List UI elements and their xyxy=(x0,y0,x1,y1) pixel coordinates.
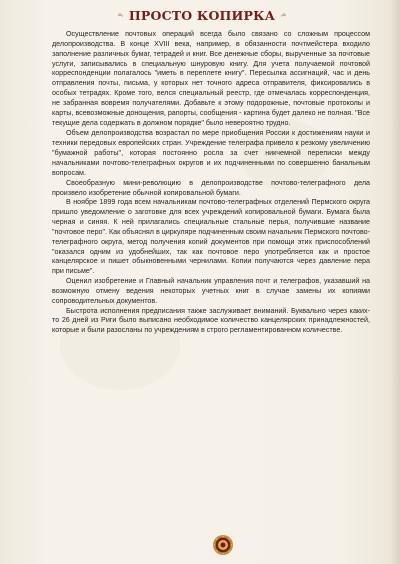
page-binding-shadow xyxy=(390,0,400,564)
post-horn-icon xyxy=(281,6,286,24)
paragraph: Оценил изобретение и Главный начальник управления почт и телеграфов, указавший на возможную отмену ведения некоторых учетных книг в случае замены их копиями сопроводительных документов. xyxy=(52,277,370,305)
paragraph: Осуществление почтовых операций всегда было связано со сложным процессом делопроизводства. В конце XVIII века, например, в обязанности почтмейстера входило заполнение различных бумаг, тетрадей и книг. Все денежные сборы, вырученные за почтовые услуги, записывались в специальную шнуровую книгу. Для учета получаемой почтовой корреспонденции полагалось "иметь в переплете книгу". Пересылка ассигнаций, час и день отправления почты, письма, у которых нет точного адреса отправителя, фиксировались в особых тетрадях. Кроме того, велся специальный реестр, где отмечалась корреспонденция, не забранная вовремя получателями. Добавьте к этому подорожные, почтовые протоколы и карты, всевозможные донощения, рапорты, сообщения - картина будет далеко не полная. "Все текущие дела содержать в должном порядке" было невероятно трудно. xyxy=(52,30,370,127)
paragraph: В ноябре 1899 года всем начальникам почтово-телеграфных отделений Пермского округа пришло уведомление о заготовке для всех учреждений копировальной бумаги. Бумага была черная и синяя. К ней прилагались специальные стальные перья, получившие название "почтовое перо". Как объяснял в циркуляре подчиненным своим начальник Пермского почтово-телеграфного округа, метод получения копий документов при помощи этих приспособлений "оказался одним из удобнейших, так как почтовое перо употребляется как и простое канцелярское и пишет обыкновенными чернилами. Копии получаются через давление пера при письме". xyxy=(52,198,371,276)
rosette-ornament-icon xyxy=(212,534,234,556)
paragraph: Своеобразную мини-революцию в делопроизводстве почтово-телеграфного дела произвело изобретение обычной копировальной бумаги. xyxy=(52,178,370,197)
section-title: ПРОСТО КОПИРКА xyxy=(128,7,276,23)
paragraph: Быстрота исполнения предписания также заслуживает вниманий. Буквально через каких-то 26 дней из Риги было выписано необходимое количество канцелярских принадлежностей, которые и были разосланы по учреждениям в строго регламентированном количестве. xyxy=(52,306,370,335)
paragraph: Объем делопроизводства возрастал по мере приобщения России к достижениям науки и техники передовых европейских стран. Учреждение телеграфа привело к резкому увеличению "бумажной работы", которая постоянно росла за счет никчемной переписки между начальниками почтово-телеграфных округов и их подчиненными по совершенно банальным вопросам. xyxy=(52,129,370,177)
article-body xyxy=(52,30,370,336)
post-horn-icon xyxy=(118,6,123,24)
section-header xyxy=(118,2,286,28)
